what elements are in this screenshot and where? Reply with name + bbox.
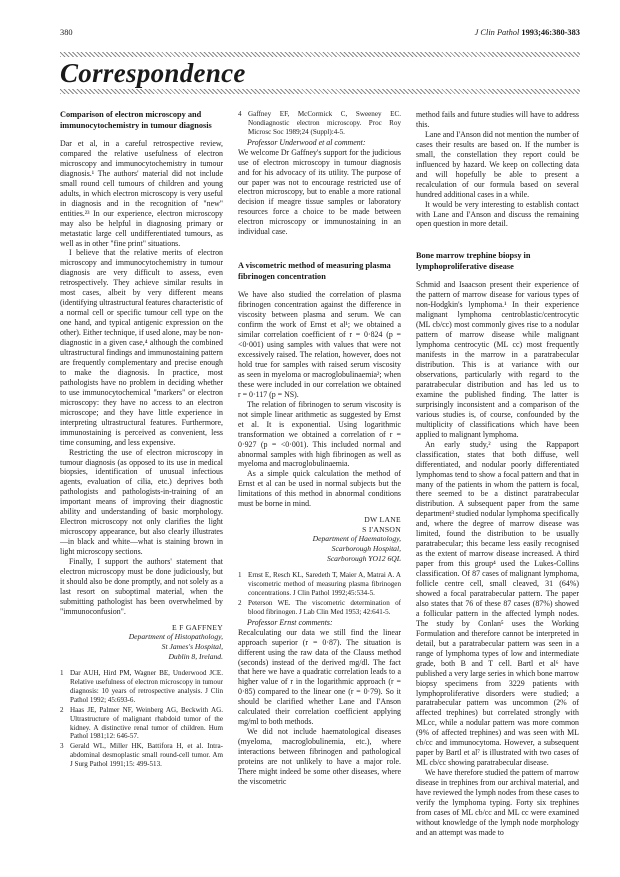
- author-name: DW LANE: [364, 515, 401, 525]
- column-3: [416, 110, 579, 838]
- comment-paragraph: We did not include haematological diseases (myeloma, macroglobulinemia, etc.), where interactions between fibrinogen and pathological proteins are not unlikely to have a major role. There might indeed be some other diseases, where the viscometric: [238, 727, 401, 786]
- page-number: 380: [60, 28, 73, 37]
- letter1-references: [60, 669, 223, 769]
- column-1: [60, 110, 223, 770]
- comment-label: Professor Ernst comments:: [247, 617, 333, 627]
- author-affiliation: Scarborough YO12 6QL: [327, 553, 401, 563]
- author-affiliation: Department of Histopathology,: [128, 632, 223, 642]
- letter3-paragraph: Schmid and Isaacson present their experience of the pattern of marrow disease for various types of non-Hodgkin's lymphoma.¹ In their experience malignant lymphoma centroblastic/centrocytic (ML cb/cc) most commonly gives rise to a nodular pattern of marrow disease while malignant lymphoma centrocytic (ML cc) most frequently manifests in the marrow in a paratrabecular distribution. This is at variance with our observations, particularly with regard to the paratrabecular distribution and has led us to examine the published finding. The latter is surprisingly inconsistent and a comparison of the various studies is, of course, confounded by the multiplicity of classifications which have been applied to malignant lymphoma.: [416, 280, 579, 439]
- letter1-paragraph: I believe that the relative merits of electron microscopy and immunocytochemistry in tumour diagnosis are very difficult to assess, even retrospectively. They achieve similar results in most cases, albeit by very different means (identifying ultrastructural features characteristic of a normal cell or specific tumour cell type on the one hand, and typical antigenic expression on the other). Either technique, if used alone, may be non-diagnostic in a given case,⁴ although the combined ultrastructural findings and immunostaining pattern are frequently complementary and precise enough to make the diagnosis. In practice, most pathologists have no problem in deciding whether to use immunocytochemical "markers" or electron microscopy: they have no access to an electron microscope; and they have little experience in interpreting ultrastructural features. Furthermore, immunostaining is perceived as convenient, less time consuming, and less expensive.: [60, 248, 223, 447]
- heading-rule-top: [60, 52, 580, 57]
- letter1-paragraph: Restricting the use of electron microscopy in tumour diagnosis (as opposed to its use in medical biopsies, identification of unusual infectious agents, evaluation of cilia, etc.) deprives both pathologists and pathologists-in-training of an important means of improving their diagnostic ability and understanding of basic morphology. Electron microscopy not only clarifies the light microscopy appearance, but also clearly illustrates—in black and white—what is staining brown in light microscopy sections.: [60, 447, 223, 557]
- letter1-paragraph: Dar et al, in a careful retrospective review, compared the relative usefulness of electron microscopy and immunocytochemistry in tumour diagnosis.¹ The authors' material did not include small round cell tumours of children and young adults, in which electron microscopy is very useful in diagnosis and in the recognition of "new" entities.²³ In our experience, electron microscopy may also be helpful in diagnosing primary or metastatic large cell undifferentiated tumours, as well as in other "fine print" situations.: [60, 139, 223, 248]
- letter2-signature: [238, 515, 401, 563]
- heading-rule-bottom: [60, 89, 580, 94]
- letter1-signature: [60, 623, 223, 661]
- author-affiliation: Dublin 8, Ireland.: [168, 651, 223, 661]
- letter3-title: Bone marrow trephine biopsy in lymphoproliferative disease: [416, 251, 531, 271]
- comment-paragraph: Lane and I'Anson did not mention the number of cases their results are based on. If the number is small, the constellation they report could be influenced by hazard. We keep on collecting data and will hopefully be able to present a recalculation of our formula based on several hundred additional cases in a while.: [416, 129, 579, 199]
- author-name: E F GAFFNEY: [172, 622, 223, 632]
- comment-label: Professor Underwood et al comment:: [247, 137, 366, 147]
- comment-paragraph: Recalculating our data we still find the linear approach superior (r = 0·87). The situation is different using the raw data of the Clauss method (seconds) instead of the derived mg/dl. The fact that here we have a quadratic correlation leads to a higher value of r in the logarithmic approach (r = 0·85) compared to the linear one (r = 0·79). So it should be clarified whether Lane and I'Anson calculated their correlation coefficient applying mg/ml to both methods.: [238, 627, 401, 727]
- letter1-references-continued: [238, 110, 401, 137]
- letter2-paragraph: The relation of fibrinogen to serum viscosity is not simple linear arithmetic as suggested by Ernst et al. It is exponential. Using logarithmic transformation we obtained a correlation of r = 0·927 (p = <0·001). This included normal and abnormal samples with high fibrinogen as well as myeloma and macroglobulinaemia.: [238, 399, 401, 469]
- reference-item: 3 Gerald WL, Miller HK, Battifora H, et al. Intra-abdominal desmoplastic small round-cell tumor. Am J Surg Pathol 1991;15: 499-513.: [60, 742, 223, 769]
- reference-item: 2 Peterson WE. The viscometric determination of blood fibrinogen. J Lab Clin Med 1953; 42:641-5.: [238, 598, 401, 616]
- journal-name: J Clin Pathol: [474, 28, 520, 37]
- journal-citation: 1993;46:380-383: [521, 28, 580, 37]
- reference-item: 1 Dar AUH, Hird PM, Wagner BE, Underwood JCE. Relative usefulness of electron microscopy in tumour diagnosis: 10 years of retrospective analysis. J Clin Pathol 1992; 45:693-6.: [60, 669, 223, 704]
- comment-paragraph: We welcome Dr Gaffney's support for the judicious use of electron microscopy in tumour diagnosis and for his advocacy of its utility. The purpose of our paper was not to encourage restricted use of electron microscopy, but to enable a more rational decision if meagre tissue samples or laboratory resources force a choice to be made between electron microscopy or immunostaining in an individual case.: [238, 147, 401, 237]
- letter1-title: Comparison of electron microscopy and immunocytochemistry in tumour diagnosis: [60, 110, 212, 130]
- letter2-paragraph: We have also studied the correlation of plasma fibrinogen concentration against the difference in viscosity between plasma and serum. We can confirm the work of Ernst et al¹; we obtained a similar correlation coefficient of r = 0·824 (p = <0·001) using samples with values that were not excessively raised. The relation, however, does not hold true for samples with raised serum viscosity as seen in myeloma or macroglobulinaemia²; when these were included in our correlation we obtained r = 0·117 (p = NS).: [238, 290, 401, 399]
- reference-item: 2 Haas JE, Palmer NF, Weinberg AG, Beckwith AG. Ultrastructure of malignant rhabdoid tumor of the kidney. A distinctive renal tumor of children. Hum Pathol 1981;12: 646-57.: [60, 705, 223, 741]
- section-heading: Correspondence: [60, 58, 246, 88]
- letter3-paragraph: We have therefore studied the pattern of marrow disease in trephines from our archival material, and have reviewed the lymph nodes from these cases to verify the lymphoma typing. Forty six trephines from cases of ML cb/cc and ML cc were examined without knowledge of the lymph node morphology and an attempt was made to: [416, 768, 579, 837]
- column-2: [238, 110, 401, 787]
- comment-paragraph: method fails and future studies will have to address this.: [416, 110, 579, 129]
- letter1-paragraph: Finally, I support the authors' statement that electron microscopy must be done judiciously, but it should also be done promptly, and not solely as a last resort on suboptimal material, when the submitting pathologist has been overwhelmed by "immunoconfusion".: [60, 557, 223, 616]
- comment-paragraph: It would be very interesting to establish contact with Lane and I'Anson and discuss the remaining open question in more detail.: [416, 199, 579, 229]
- author-affiliation: Scarborough Hospital,: [331, 544, 401, 553]
- letter2-references: [238, 571, 401, 617]
- letter3-paragraph: An early study,² using the Rappaport classification, states that both diffuse, well differentiated, and nodular poorly differentiated lymphomas tend to show a focal pattern and that in many of the patients in whom the pattern is focal, there seemed to be a distinct paratrabecular distribution. A subsequent paper from the same department³ studied nodular lymphoma specifically and, where the degree of marrow disease was limited, found the distribution to be usually paratrabecular; this became less easily recognised as the extent of marrow disease increased. A third paper from this group⁴ used the Lukes-Collins classification. Of 87 cases of malignant lymphoma, follicle centre cell, small cleaved, 31 (64%) showed a focal paratrabecular pattern. The paper also states that 76 of these 87 cases (87%) showed a follicular pattern in the affected lymph nodes. The study by Conlan⁵ uses the Working Formulation and therefore cannot be interpreted in detail, but a paratrabecular pattern was seen in a range of lymphoma types of low and intermediate grade, both B and T cell. Bartl et al⁶ have published a very large series in which bone marrow biopsy specimens from 3229 patients with lymphoproliferative disorders were studied; a paratrabecular pattern was uncommon (2% of affected trephines) but correlated strongly with MLcc, while a nodular pattern was more common (9% of affected trephines) and was seen with ML cb/cc and immunocytoma. However, a subsequent paper by Bartl et al⁷ is illustrated with two cases of ML cb/cc showing paratrabecular disease.: [416, 439, 579, 768]
- letter2-paragraph: As a simple quick calculation the method of Ernst et al can be used in normal subjects but the limitations of this method in abnormal conditions must be borne in mind.: [238, 469, 401, 509]
- journal-reference: [475, 28, 580, 37]
- reference-item: 4 Gaffney EF, McCormick C, Sweeney EC. Nondiagnostic electron microscopy. Proc Roy Microsc Soc 1989;24 (Suppl):4-5.: [238, 110, 401, 136]
- author-name: S I'ANSON: [362, 524, 401, 534]
- reference-item: 1 Ernst E, Resch KL, Saredeth T, Maier A, Matrai A. A viscometric method of measuring plasma fibrinogen concentrations. J Clin Pathol 1992;45:534-5.: [238, 571, 401, 597]
- letter2-title: A viscometric method of measuring plasma fibrinogen concentration: [238, 261, 391, 281]
- author-affiliation: Department of Haematology,: [312, 534, 401, 544]
- author-affiliation: St James's Hospital,: [161, 641, 223, 651]
